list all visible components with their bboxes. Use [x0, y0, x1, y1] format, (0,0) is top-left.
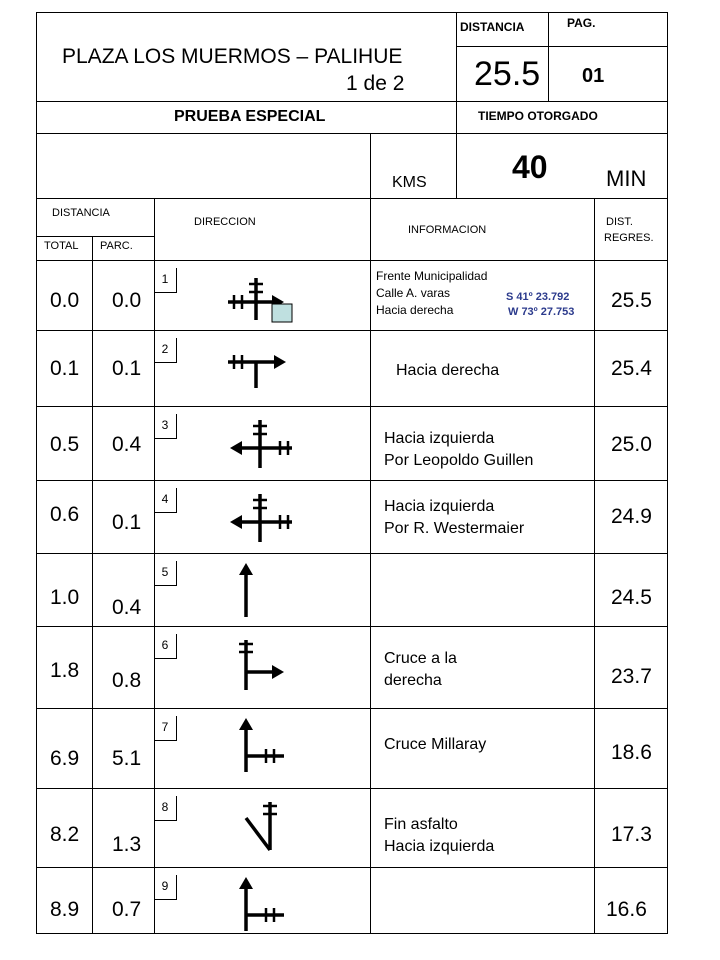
diagonal-left-icon [226, 796, 316, 856]
step-number: 4 [154, 488, 177, 513]
left-turn-crossroad-icon-graphic [226, 488, 316, 548]
table-row [36, 708, 668, 788]
header-vline-pag [548, 12, 549, 101]
section-label: PRUEBA ESPECIAL [174, 108, 326, 125]
partial-distance: 0.1 [112, 357, 142, 380]
total-distance: 8.9 [50, 898, 80, 921]
partial-distance: 0.7 [112, 898, 142, 921]
straight-arrow-icon-graphic [226, 561, 316, 621]
remaining-distance: 24.9 [611, 505, 652, 528]
straight-with-right-branch-icon [226, 716, 316, 776]
left-turn-crossroad-icon [226, 488, 316, 548]
info-line: Hacia izquierda [384, 838, 495, 855]
col-total: TOTAL [44, 240, 79, 252]
step-number: 2 [154, 338, 177, 363]
frame-top [36, 12, 668, 13]
right-turn-icon-graphic [226, 342, 316, 402]
partial-distance: 0.0 [112, 289, 142, 312]
info-line: Calle A. varas [376, 286, 451, 300]
info-line: Frente Municipalidad [376, 269, 488, 283]
header-line-distancia [36, 236, 154, 237]
right-fork-icon-graphic [226, 634, 316, 694]
col-regres-line1: DIST. [606, 216, 633, 228]
page-fraction: 1 de 2 [346, 72, 405, 95]
col-informacion: INFORMACION [408, 224, 487, 236]
total-distance: 0.6 [50, 503, 80, 526]
step-number: 3 [154, 414, 177, 439]
partial-distance: 1.3 [112, 833, 142, 856]
info-line: Hacia derecha [396, 362, 500, 379]
header-line-pag [456, 46, 668, 47]
header-vline-kms [370, 133, 371, 198]
step-number: 1 [154, 268, 177, 293]
pag-value: 01 [582, 65, 605, 87]
col-regres-line2: REGRES. [604, 232, 654, 244]
col-distancia: DISTANCIA [52, 207, 110, 219]
step-number: 9 [154, 875, 177, 900]
roadbook-sheet [36, 12, 668, 934]
remaining-distance: 24.5 [611, 586, 652, 609]
info-line: Por R. Westermaier [384, 520, 525, 537]
step-number: 6 [154, 634, 177, 659]
right-turn-with-box-icon-graphic [226, 270, 316, 330]
remaining-distance: 25.4 [611, 357, 652, 380]
info-line: Hacia izquierda [384, 498, 495, 515]
total-distance: 0.1 [50, 357, 80, 380]
col-direccion: DIRECCION [194, 216, 256, 228]
right-turn-with-box-icon [226, 270, 316, 330]
tiempo-label: TIEMPO OTORGADO [478, 109, 598, 123]
info-line: Cruce Millaray [384, 736, 487, 753]
total-distance: 6.9 [50, 747, 80, 770]
left-turn-crossroad-icon [226, 414, 316, 474]
total-distance: 0.5 [50, 433, 80, 456]
info-line: Hacia izquierda [384, 430, 495, 447]
header-line-1 [36, 101, 668, 102]
remaining-distance: 25.0 [611, 433, 652, 456]
partial-distance: 5.1 [112, 747, 142, 770]
table-row [36, 330, 668, 406]
step-number: 8 [154, 796, 177, 821]
route-title: PLAZA LOS MUERMOS – PALIHUE [62, 45, 403, 68]
total-distance: 8.2 [50, 823, 80, 846]
partial-distance: 0.4 [112, 596, 142, 619]
total-distance: 1.0 [50, 586, 80, 609]
partial-distance: 0.8 [112, 669, 142, 692]
header-line-3 [36, 198, 668, 199]
left-turn-crossroad-icon-graphic [226, 414, 316, 474]
info-line: Fin asfalto [384, 816, 458, 833]
right-turn-icon [226, 342, 316, 402]
header-vline-distancia [456, 12, 457, 198]
partial-distance: 0.4 [112, 433, 142, 456]
frame-bottom [36, 933, 668, 934]
table-row [36, 626, 668, 708]
diagonal-left-icon-graphic [226, 796, 316, 856]
info-line: Por Leopoldo Guillen [384, 452, 534, 469]
total-distance: 0.0 [50, 289, 80, 312]
header-line-2 [36, 133, 668, 134]
straight-with-right-branch-icon [226, 875, 316, 935]
table-row [36, 553, 668, 626]
pag-label: PAG. [567, 16, 596, 30]
gps-coordinate: S 41º 23.792 [506, 291, 570, 303]
remaining-distance: 25.5 [611, 289, 652, 312]
straight-arrow-icon [226, 561, 316, 621]
col-parc: PARC. [100, 240, 133, 252]
table-row [36, 867, 668, 933]
remaining-distance: 18.6 [611, 741, 652, 764]
kms-label: KMS [392, 174, 427, 191]
straight-with-right-branch-icon-graphic [226, 716, 316, 776]
tiempo-value: 40 [512, 149, 548, 185]
partial-distance: 0.1 [112, 511, 142, 534]
table-row [36, 406, 668, 480]
remaining-distance: 23.7 [611, 665, 652, 688]
table-row [36, 260, 668, 330]
table-row [36, 788, 668, 867]
remaining-distance: 17.3 [611, 823, 652, 846]
distancia-label: DISTANCIA [460, 20, 525, 34]
tiempo-unit: MIN [606, 166, 647, 191]
info-line: Cruce a la [384, 650, 457, 667]
table-row [36, 480, 668, 553]
straight-with-right-branch-icon-graphic [226, 875, 316, 935]
remaining-distance: 16.6 [606, 898, 647, 921]
info-line: derecha [384, 672, 442, 689]
right-fork-icon [226, 634, 316, 694]
distancia-value: 25.5 [474, 55, 541, 93]
info-line: Hacia derecha [376, 303, 454, 317]
step-number: 5 [154, 561, 177, 586]
gps-coordinate: W 73º 27.753 [508, 306, 575, 318]
step-number: 7 [154, 716, 177, 741]
total-distance: 1.8 [50, 659, 80, 682]
